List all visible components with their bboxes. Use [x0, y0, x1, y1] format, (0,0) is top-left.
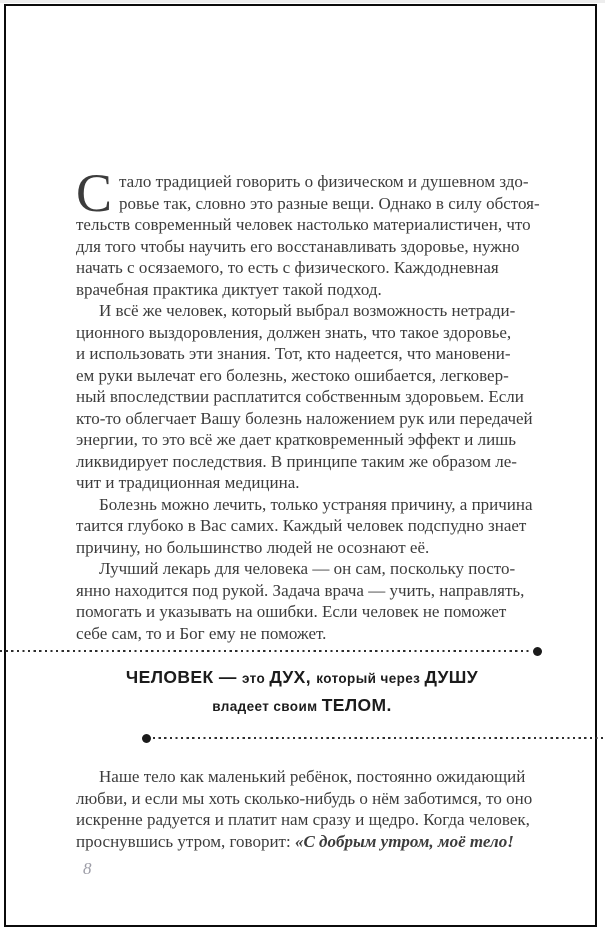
- paragraph-1: [76, 163, 540, 300]
- page-top-edge: [0, 0, 605, 3]
- dotted-rule-top: [0, 650, 531, 652]
- paragraph-3-text: Болезнь можно лечить, только устраняя причину, а причина таится глубоко в Вас самих. Каждый человек подспудно знает причину, но большинство людей не осознают её.: [76, 494, 533, 557]
- bullet-dot-icon: [142, 734, 151, 743]
- paragraph-5-text: Наше тело как маленький ребёнок, постоянно ожидающий любви, и если мы хоть сколько-нибудь о нём заботимся, то оно искренне радуется и платит нам сразу и щедро. Когда человек,: [76, 767, 533, 829]
- dotted-rule-bottom: [153, 737, 605, 739]
- paragraph-5: [76, 766, 533, 852]
- callout-emphasis: ТЕЛОМ.: [321, 695, 392, 715]
- callout-heading: [76, 664, 528, 720]
- callout-smallcaps: который через: [316, 671, 425, 686]
- paragraph-2-text: И всё же человек, который выбрал возможность нетради- ционного выздоровления, должен знать, что такое здоровье, и использовать эти знания. Тот, кто надеется, что мановени- ем руки вылечат его болезнь, жестоко ошибается, легковер- ный впоследствии расплатится собственным здоровьем. Если кто-то облегчает Вашу болезнь наложением рук или передачей энергии, то это всё же дает кратковременный эффект и лишь ликвидирует последствия. В принципе таким же образом ле- чит и традиционная медицина.: [76, 301, 533, 492]
- last-line-plain-text: проснувшись утром, говорит:: [76, 831, 295, 851]
- paragraph-4: [76, 558, 528, 644]
- paragraph-1-text: тало традицией говорить о физическом и душевном здо- ровье так, словно это разные вещи. Однако в силу обстоя- тельств современный человек настолько материалистичен, что для того чтобы научить его восстанавливать здоровье, нужно начать с осязаемого, то есть с физического. Каждодневная врачебная практика диктует такой подход.: [76, 172, 540, 299]
- callout-emphasis: ЧЕЛОВЕК —: [125, 667, 242, 687]
- bullet-dot-icon: [533, 647, 542, 656]
- page-number: 8: [83, 859, 92, 878]
- callout-emphasis: ДУШУ: [424, 667, 479, 687]
- page-text-block: [76, 163, 540, 852]
- dropcap-letter: С: [76, 163, 113, 223]
- callout-line-2: [76, 692, 528, 720]
- last-line-quote-text: «С добрым утром, моё тело!: [294, 831, 514, 851]
- paragraph-3: [76, 494, 533, 559]
- callout-smallcaps: это: [242, 671, 270, 686]
- callout-emphasis: ДУХ,: [269, 667, 317, 687]
- paragraph-2: [76, 300, 533, 494]
- callout-smallcaps: владеет своим: [212, 699, 322, 714]
- paragraph-5-last-line: [76, 831, 528, 853]
- paragraph-4-text: Лучший лекарь для человека — он сам, поскольку посто- янно находится под рукой. Задача врача — учить, направлять, помогать и указывать на ошибки. Если человек не поможет себе сам, то и Бог ему не поможет.: [76, 559, 525, 643]
- callout-line-1: [76, 664, 528, 692]
